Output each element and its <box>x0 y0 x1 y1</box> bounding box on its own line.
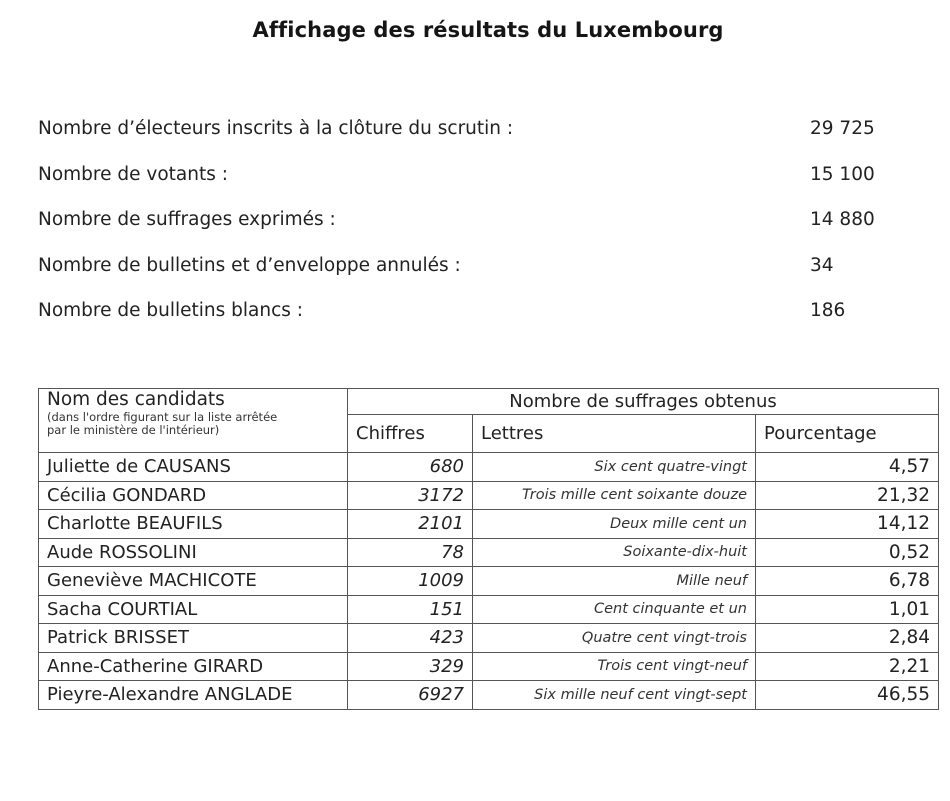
table-row <box>39 595 939 624</box>
candidate-name: Charlotte BEAUFILS <box>39 510 348 539</box>
vote-count: 329 <box>348 652 473 681</box>
vote-percent: 2,21 <box>756 652 939 681</box>
table-row <box>39 510 939 539</box>
vote-percent: 0,52 <box>756 538 939 567</box>
vote-count: 680 <box>348 453 473 482</box>
candidate-name: Sacha COURTIAL <box>39 595 348 624</box>
candidate-name: Anne-Catherine GIRARD <box>39 652 348 681</box>
stat-value: 29 725 <box>810 118 875 139</box>
table-row <box>39 624 939 653</box>
stat-label: Nombre de suffrages exprimés : <box>38 209 336 230</box>
vote-percent: 46,55 <box>756 681 939 710</box>
stat-row <box>38 164 918 210</box>
vote-percent: 14,12 <box>756 510 939 539</box>
stat-label: Nombre de bulletins et d’enveloppe annulés : <box>38 254 461 276</box>
stat-value: 186 <box>810 300 846 321</box>
header-candidate-name-note-2: par le ministère de l'intérieur) <box>47 423 220 437</box>
table-row <box>39 538 939 567</box>
candidate-name: Juliette de CAUSANS <box>39 453 348 482</box>
vote-count: 3172 <box>348 481 473 510</box>
table-row <box>39 481 939 510</box>
vote-count-words: Trois mille cent soixante douze <box>473 481 756 510</box>
header-votes-letters: Lettres <box>473 415 756 453</box>
header-candidate-name-title: Nom des candidats <box>47 389 225 410</box>
table-row <box>39 567 939 596</box>
header-votes-percent: Pourcentage <box>756 415 939 453</box>
vote-count-words: Cent cinquante et un <box>473 595 756 624</box>
stat-label: Nombre d’électeurs inscrits à la clôture du scrutin : <box>38 118 514 139</box>
stat-label: Nombre de bulletins blancs : <box>38 300 304 321</box>
stat-row <box>38 255 918 301</box>
header-votes-numbers: Chiffres <box>348 415 473 453</box>
vote-count-words: Soixante-dix-huit <box>473 538 756 567</box>
vote-count: 1009 <box>348 567 473 596</box>
vote-count-words: Trois cent vingt-neuf <box>473 652 756 681</box>
vote-count-words: Deux mille cent un <box>473 510 756 539</box>
stat-value: 15 100 <box>810 163 875 185</box>
candidate-name: Patrick BRISSET <box>39 624 348 653</box>
vote-count: 6927 <box>348 681 473 710</box>
stat-row <box>38 209 918 255</box>
stat-value: 14 880 <box>810 209 875 230</box>
page-title: Affichage des résultats du Luxembourg <box>252 18 724 42</box>
stat-label: Nombre de votants : <box>38 163 228 185</box>
header-votes-obtained: Nombre de suffrages obtenus <box>348 389 939 415</box>
candidate-name: Aude ROSSOLINI <box>39 538 348 567</box>
vote-count-words: Mille neuf <box>473 567 756 596</box>
vote-count-words: Quatre cent vingt-trois <box>473 624 756 653</box>
vote-percent: 21,32 <box>756 481 939 510</box>
vote-count: 78 <box>348 538 473 567</box>
vote-count: 151 <box>348 595 473 624</box>
table-row <box>39 652 939 681</box>
candidate-name: Cécilia GONDARD <box>39 481 348 510</box>
table-row <box>39 453 939 482</box>
vote-percent: 4,57 <box>756 453 939 482</box>
header-candidate-name-note-1: (dans l'ordre figurant sur la liste arrêtée <box>47 410 278 424</box>
vote-percent: 2,84 <box>756 624 939 653</box>
vote-count-words: Six cent quatre-vingt <box>473 453 756 482</box>
vote-percent: 6,78 <box>756 567 939 596</box>
vote-count: 2101 <box>348 510 473 539</box>
vote-count: 423 <box>348 624 473 653</box>
stat-row <box>38 118 918 164</box>
turnout-stats <box>38 118 918 346</box>
vote-count-words: Six mille neuf cent vingt-sept <box>473 681 756 710</box>
stat-row <box>38 300 918 346</box>
table-row <box>39 681 939 710</box>
stat-value: 34 <box>810 254 834 276</box>
vote-percent: 1,01 <box>756 595 939 624</box>
results-table <box>38 388 939 710</box>
candidate-name: Geneviève MACHICOTE <box>39 567 348 596</box>
candidate-name: Pieyre-Alexandre ANGLADE <box>39 681 348 710</box>
header-candidate-name <box>39 389 348 453</box>
